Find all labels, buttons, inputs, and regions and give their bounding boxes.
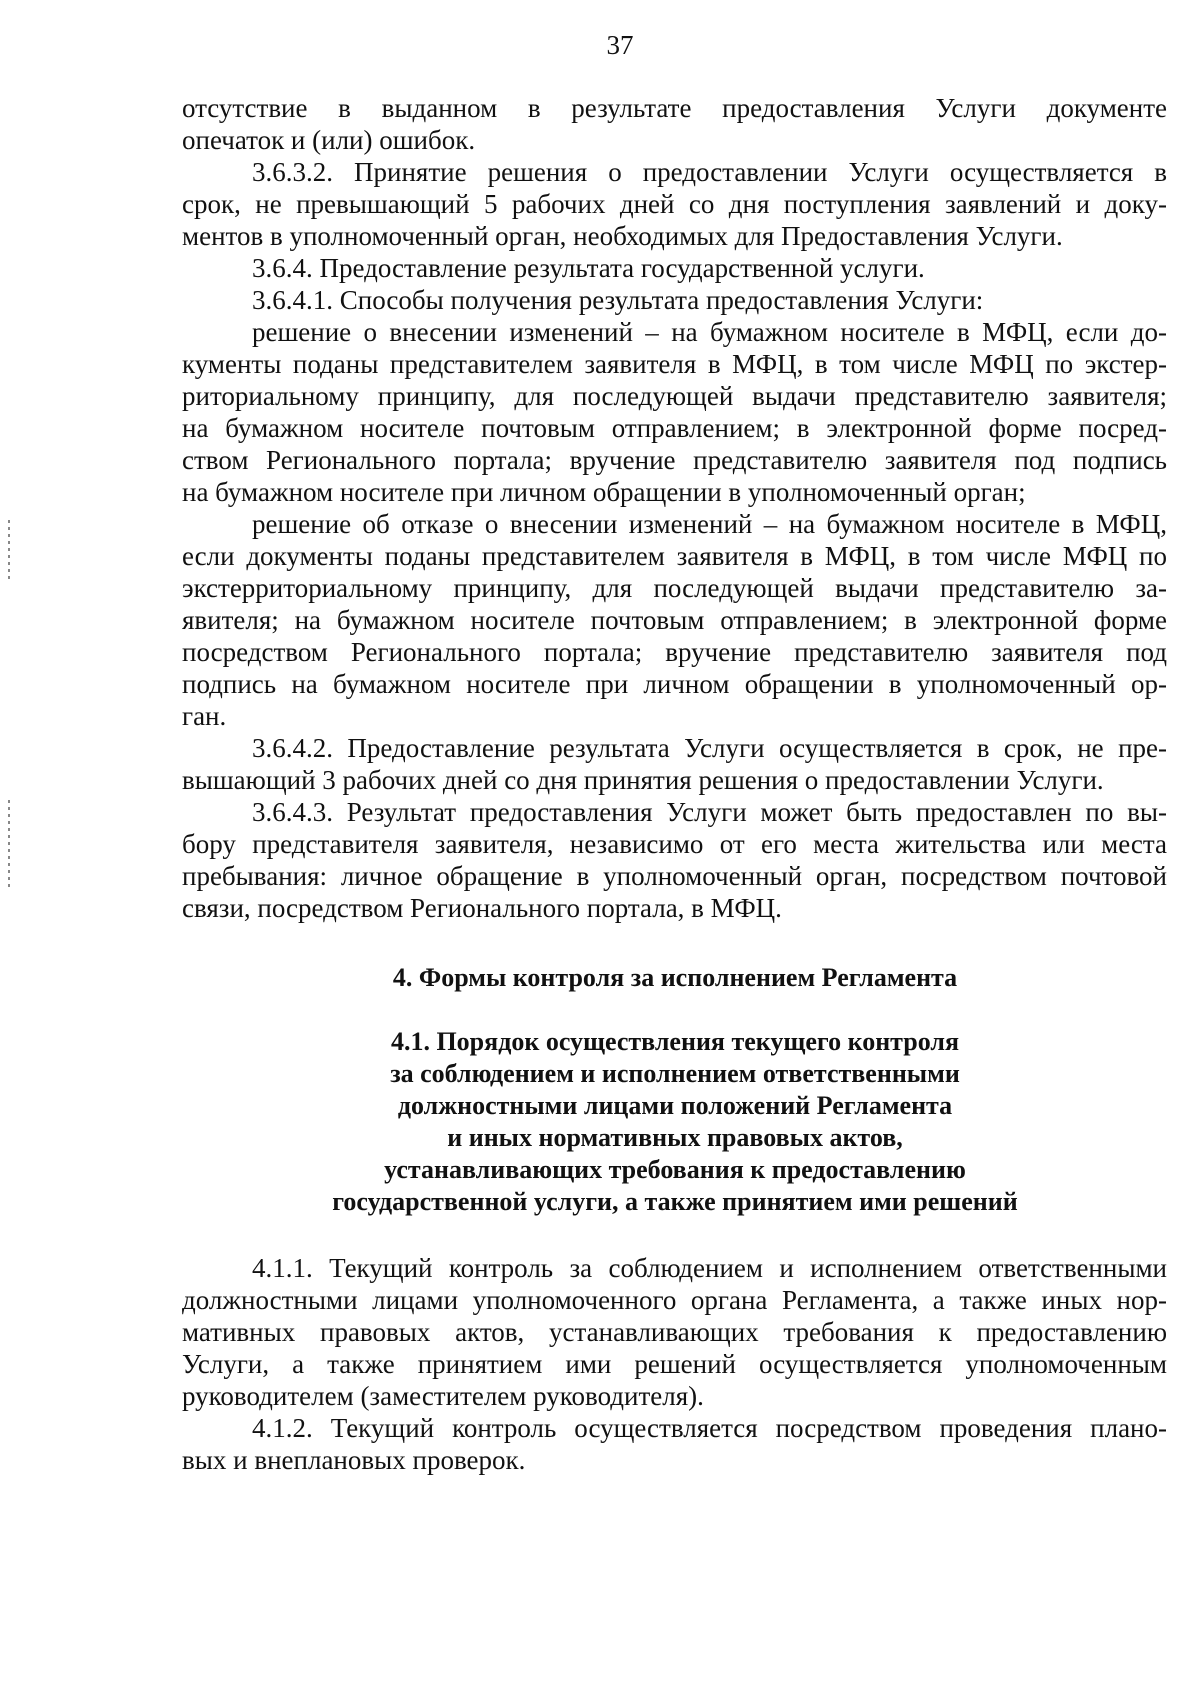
section-heading: 4. Формы контроля за исполнением Регламента [392, 963, 958, 992]
text-line: 3.6.4.2. Предоставление результата Услуги осуществляется в срок, не пре- [252, 733, 1167, 763]
text-line: решение об отказе о внесении изменений – на бумажном носителе в МФЦ, [252, 509, 1167, 539]
text-line: опечаток и (или) ошибок. [182, 125, 476, 155]
text-line: 4.1.1. Текущий контроль за соблюдением и исполнением ответственными [252, 1253, 1167, 1283]
text-line: руководителем (заместителем руководителя). [182, 1381, 704, 1411]
text-line: на бумажном носителе почтовым отправлением; в электронной форме посред- [182, 413, 1167, 443]
subsection-heading-line: за соблюдением и исполнением ответственными [390, 1059, 960, 1088]
text-line: отсутствие в выданном в результате предоставления Услуги документе [182, 93, 1167, 123]
text-line: срок, не превышающий 5 рабочих дней со дня поступления заявлений и доку- [182, 189, 1167, 219]
text-line: решение о внесении изменений – на бумажном носителе в МФЦ, если до- [252, 317, 1167, 347]
text-line: явителя; на бумажном носителе почтовым отправлением; в электронной форме [182, 605, 1167, 635]
text-line: ган. [182, 701, 227, 731]
text-line: пребывания: личное обращение в уполномоченный орган, посредством почтовой [182, 861, 1167, 891]
subsection-heading-line: государственной услуги, а также принятием ими решений [332, 1187, 1018, 1216]
text-line: кументы поданы представителем заявителя в МФЦ, в том числе МФЦ по экстер- [182, 349, 1167, 379]
text-line: должностными лицами уполномоченного органа Регламента, а также иных нор- [182, 1285, 1167, 1315]
subsection-heading-line: устанавливающих требования к предоставлению [384, 1155, 966, 1184]
text-line: посредством Регионального портала; вручение представителю заявителя под [182, 637, 1167, 667]
text-line: экстерриториальному принципу, для последующей выдачи представителю за- [182, 573, 1167, 603]
text-line: 3.6.4.1. Способы получения результата предоставления Услуги: [252, 285, 984, 315]
text-line: ментов в уполномоченный орган, необходимых для Предоставления Услуги. [182, 221, 1063, 251]
text-line: подпись на бумажном носителе при личном обращении в уполномоченный ор- [182, 669, 1167, 699]
text-line: ством Регионального портала; вручение представителю заявителя под подпись [182, 445, 1167, 475]
text-line: если документы поданы представителем заявителя в МФЦ, в том числе МФЦ по [182, 541, 1167, 571]
subsection-heading-line: 4.1. Порядок осуществления текущего контроля [390, 1027, 960, 1056]
scan-artifact [8, 520, 10, 580]
subsection-heading-line: должностными лицами положений Регламента [397, 1091, 953, 1120]
scan-artifact [8, 800, 10, 890]
text-line: 4.1.2. Текущий контроль осуществляется посредством проведения плано- [252, 1413, 1167, 1443]
text-line: бору представителя заявителя, независимо от его места жительства или места [182, 829, 1167, 859]
text-line: 3.6.3.2. Принятие решения о предоставлении Услуги осуществляется в [252, 157, 1167, 187]
text-line: 3.6.4.3. Результат предоставления Услуги может быть предоставлен по вы- [252, 797, 1167, 827]
text-line: 3.6.4. Предоставление результата государственной услуги. [252, 253, 925, 283]
text-line: риториальному принципу, для последующей выдачи представителю заявителя; [182, 381, 1167, 411]
text-line: Услуги, а также принятием ими решений осуществляется уполномоченным [182, 1349, 1167, 1379]
text-line: мативных правовых актов, устанавливающих требования к предоставлению [182, 1317, 1167, 1347]
text-line: на бумажном носителе при личном обращении в уполномоченный орган; [182, 477, 1026, 507]
page-number: 37 [606, 30, 634, 60]
text-line: вых и внеплановых проверок. [182, 1445, 526, 1475]
text-line: вышающий 3 рабочих дней со дня принятия решения о предоставлении Услуги. [182, 765, 1104, 795]
text-line: связи, посредством Регионального портала, в МФЦ. [182, 893, 782, 923]
subsection-heading-line: и иных нормативных правовых актов, [447, 1123, 903, 1152]
